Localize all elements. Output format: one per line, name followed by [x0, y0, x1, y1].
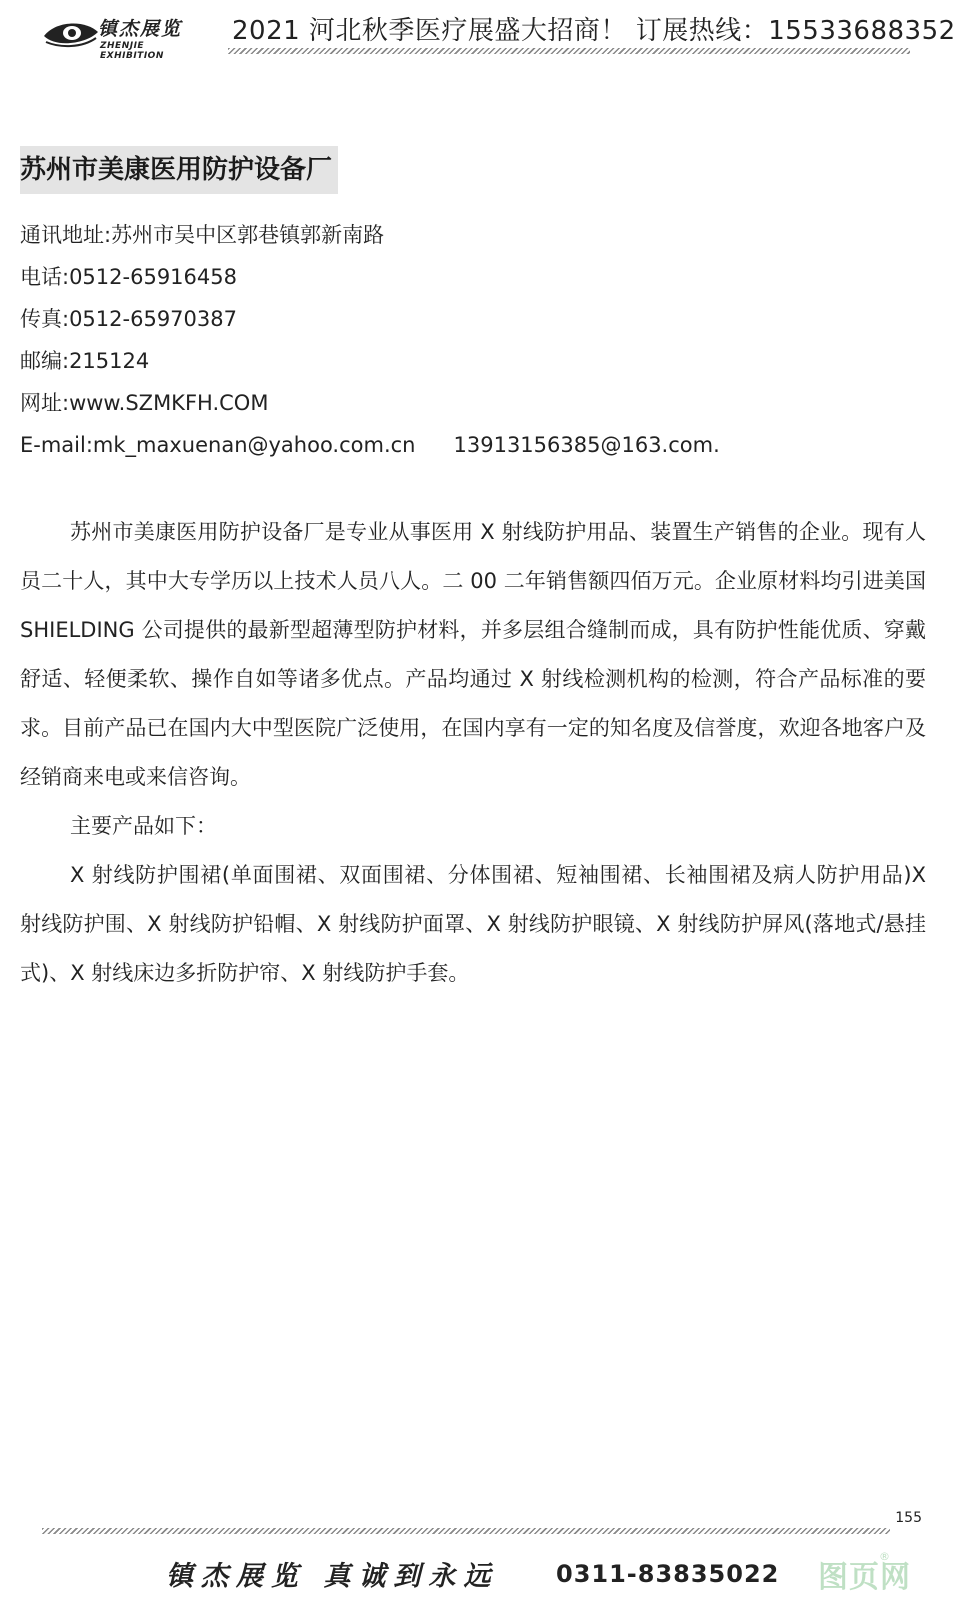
- footer-divider: [42, 1528, 890, 1534]
- footer-slogan: 镇杰展览 真诚到永远: [166, 1561, 499, 1592]
- website-line: 网址:www.SZMKFH.COM: [20, 391, 269, 415]
- logo-english-text: ZHENJIE EXHIBITION: [100, 41, 164, 61]
- zhenjie-logo: [42, 14, 192, 61]
- footer-phone: 0311-83835022: [556, 1560, 780, 1588]
- page-footer: [0, 1550, 958, 1600]
- watermark-text: 图页网: [818, 1560, 911, 1595]
- header-divider: [228, 48, 910, 54]
- postcode-line: 邮编:215124: [20, 349, 150, 373]
- contact-block: [20, 214, 720, 466]
- page-header: [0, 0, 958, 70]
- registered-mark: ®: [879, 1550, 890, 1563]
- email-secondary: 13913156385@163.com.: [453, 433, 720, 457]
- header-title: 2021 河北秋季医疗展盛大招商！ 订展热线：15533688352: [232, 16, 956, 46]
- eye-logo-icon: [42, 18, 100, 50]
- products-paragraph: X 射线防护围裙(单面围裙、双面围裙、分体围裙、短袖围裙、长袖围裙及病人防护用品)X 射线防护围、X 射线防护铅帽、X 射线防护面罩、X 射线防护眼镜、X 射线防护屏风(落地式/悬挂式)、X 射线床边多折防护帘、X 射线防护手套。: [20, 863, 926, 985]
- phone-line: 电话:0512-65916458: [20, 265, 237, 289]
- email-line: [20, 424, 720, 466]
- intro-paragraph: 苏州市美康医用防护设备厂是专业从事医用 X 射线防护用品、装置生产销售的企业。现有人员二十人，其中大专学历以上技术人员八人。二 00 二年销售额四佰万元。企业原材料均引进美国 SHIELDING 公司提供的最新型超薄型防护材料，并多层组合缝制而成，具有防护性能优质、穿戴舒适、轻便柔软、操作自如等诸多优点。产品均通过 X 射线检测机构的检测，符合产品标准的要求。目前产品已在国内大中型医院广泛使用，在国内享有一定的知名度及信誉度，欢迎各地客户及经销商来电或来信咨询。: [20, 520, 926, 789]
- logo-chinese-text: 镇杰展览: [98, 18, 183, 40]
- products-heading: 主要产品如下：: [70, 814, 217, 838]
- page-number: 155: [895, 1510, 922, 1526]
- company-description: [20, 508, 926, 998]
- email-primary: E-mail:mk_maxuenan@yahoo.com.cn: [20, 433, 416, 457]
- address-line: 通讯地址:苏州市吴中区郭巷镇郭新南路: [20, 223, 385, 247]
- company-name: 苏州市美康医用防护设备厂: [20, 146, 338, 194]
- fax-line: 传真:0512-65970387: [20, 307, 237, 331]
